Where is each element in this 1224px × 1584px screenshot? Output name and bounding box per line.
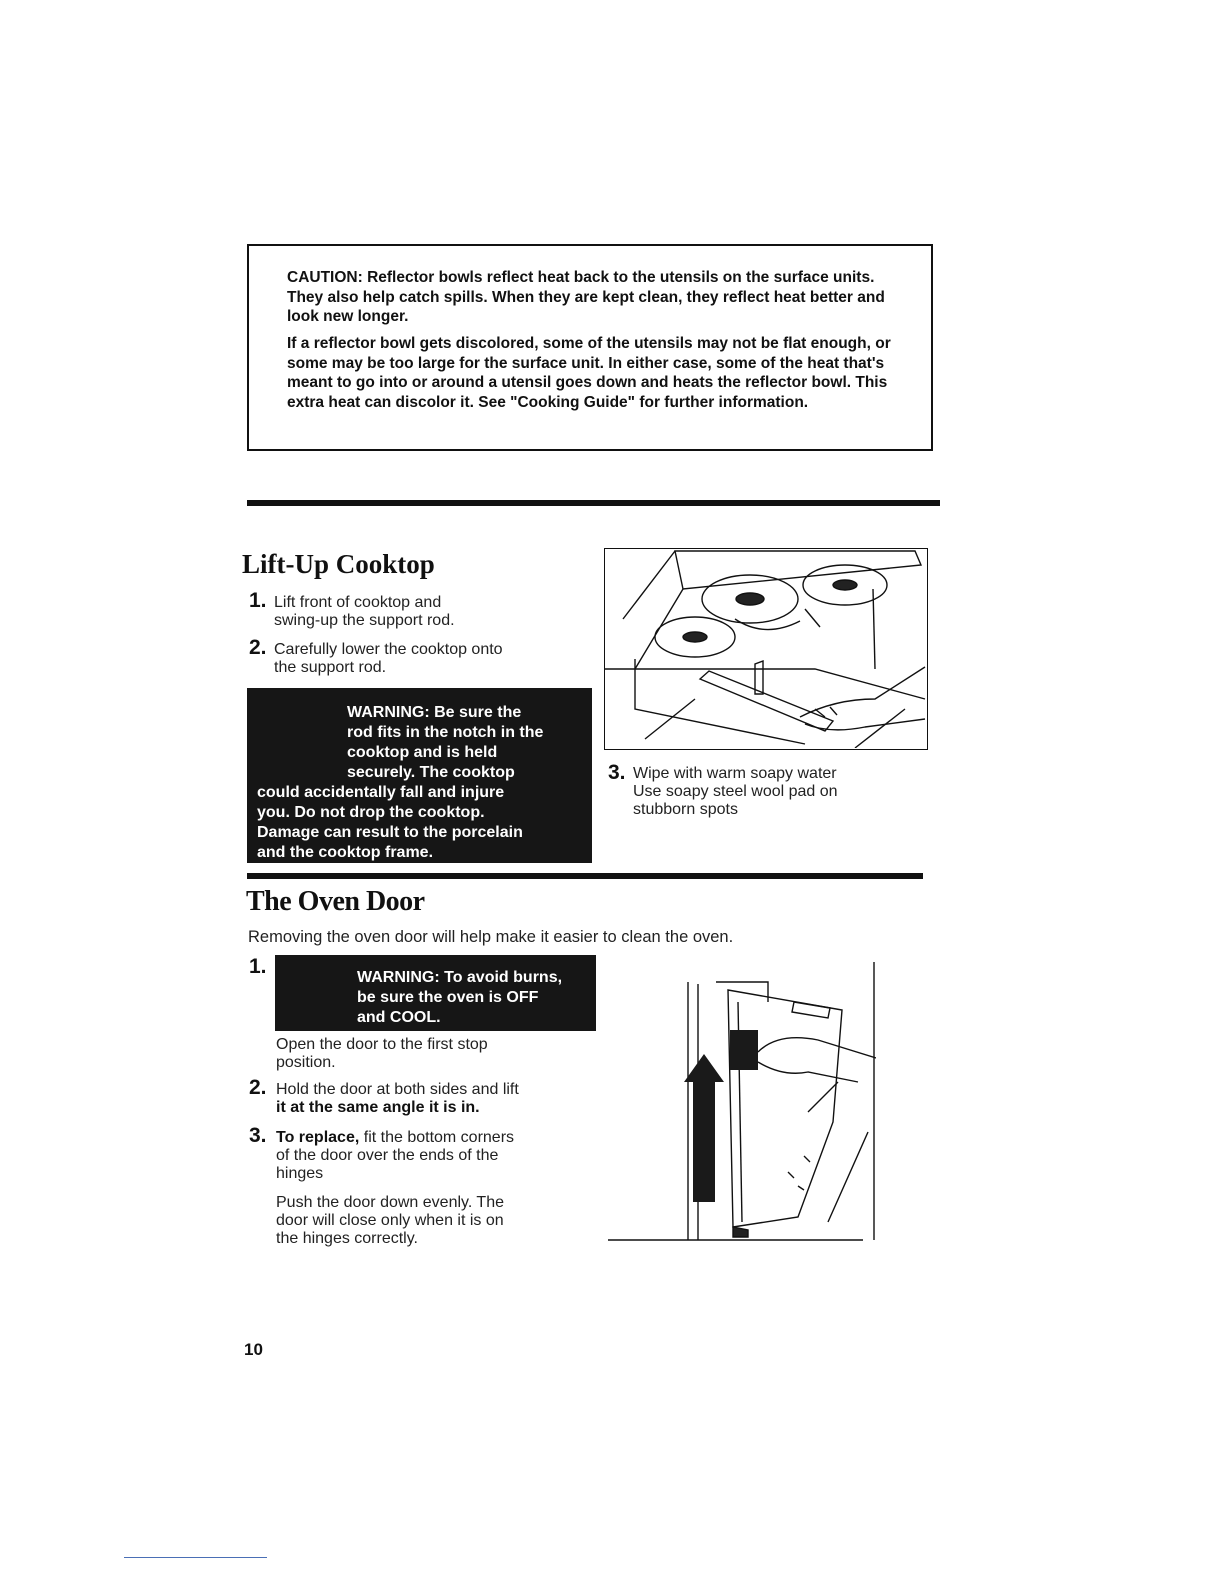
caution-paragraph-2: If a reflector bowl gets discolored, some of the utensils may not be flat enough, or some may be too large for the surface unit. In either case, some of the heat that's meant to go into or around a utensil goes down and heats the reflector bowl. This extra heat can discolor it. See "Cooking Guide" for further information. xyxy=(287,335,891,411)
step-text xyxy=(276,1129,514,1183)
warning-box-oven xyxy=(275,955,596,1031)
cooktop-illustration xyxy=(604,548,928,750)
oven-door-illustration xyxy=(608,962,876,1242)
caution-box xyxy=(247,244,933,451)
step-text xyxy=(276,1036,488,1072)
warning-line: Damage can result to the porcelain xyxy=(257,824,523,841)
step-number: 1. xyxy=(249,589,267,612)
step-line: Lift front of cooktop and xyxy=(274,594,442,611)
warning-line: WARNING: To avoid burns, xyxy=(357,969,563,986)
step-number: 3. xyxy=(249,1124,267,1147)
step-line: swing-up the support rod. xyxy=(274,612,455,629)
step-line-rest: fit the bottom corners xyxy=(359,1129,515,1146)
step-text xyxy=(274,594,455,630)
step-number: 2. xyxy=(249,1076,267,1099)
step-number: 2. xyxy=(249,636,267,659)
oven-intro-text: Removing the oven door will help make it easier to clean the oven. xyxy=(248,928,734,946)
step-line: door will close only when it is on xyxy=(276,1212,504,1229)
cooktop-drawing xyxy=(605,549,926,748)
step-emphasis: To replace, xyxy=(276,1129,360,1146)
step-line-bold: it at the same angle it is in. xyxy=(276,1099,480,1116)
step-number: 1. xyxy=(249,955,267,978)
section-divider xyxy=(247,873,923,879)
warning-line: rod fits in the notch in the xyxy=(347,724,544,741)
step-line: position. xyxy=(276,1054,336,1071)
step-line: Carefully lower the cooktop onto xyxy=(274,641,503,658)
step-number: 3. xyxy=(608,761,626,784)
step-line: the support rod. xyxy=(274,659,387,676)
step-line: Hold the door at both sides and lift xyxy=(276,1081,519,1098)
section-title-liftup: Lift-Up Cooktop xyxy=(242,549,435,579)
section-divider xyxy=(247,500,940,506)
warning-box-cooktop xyxy=(247,688,592,863)
step-line: stubborn spots xyxy=(633,801,738,818)
step-line: the hinges correctly. xyxy=(276,1230,418,1247)
step-line: Push the door down evenly. The xyxy=(276,1194,504,1211)
step-text xyxy=(274,641,503,677)
step-line: of the door over the ends of the xyxy=(276,1147,499,1164)
oven-door-drawing xyxy=(608,962,876,1242)
warning-line: could accidentally fall and injure xyxy=(257,784,505,801)
warning-line: cooktop and is held xyxy=(347,744,498,761)
step-text xyxy=(633,765,838,819)
page-number: 10 xyxy=(244,1340,263,1359)
step-line: Open the door to the first stop xyxy=(276,1036,488,1053)
warning-line: you. Do not drop the cooktop. xyxy=(257,804,485,821)
step-line: Use soapy steel wool pad on xyxy=(633,783,838,800)
warning-line: and COOL. xyxy=(357,1009,441,1026)
warning-line: and the cooktop frame. xyxy=(257,844,434,861)
warning-line: be sure the oven is OFF xyxy=(357,989,539,1006)
push-instructions xyxy=(276,1194,504,1248)
warning-line: securely. The cooktop xyxy=(347,764,515,781)
step-line: hinges xyxy=(276,1165,324,1182)
step-line: Wipe with warm soapy water xyxy=(633,765,837,782)
step-text xyxy=(276,1081,519,1117)
warning-line: WARNING: Be sure the xyxy=(347,704,522,721)
footer-link-line xyxy=(124,1557,267,1558)
section-title-oven-door: The Oven Door xyxy=(246,886,425,917)
caution-paragraph-1: CAUTION: Reflector bowls reflect heat back to the utensils on the surface units. They also help catch spills. When they are kept clean, they reflect heat better and look new longer. xyxy=(287,269,885,325)
step-line xyxy=(276,1129,514,1147)
